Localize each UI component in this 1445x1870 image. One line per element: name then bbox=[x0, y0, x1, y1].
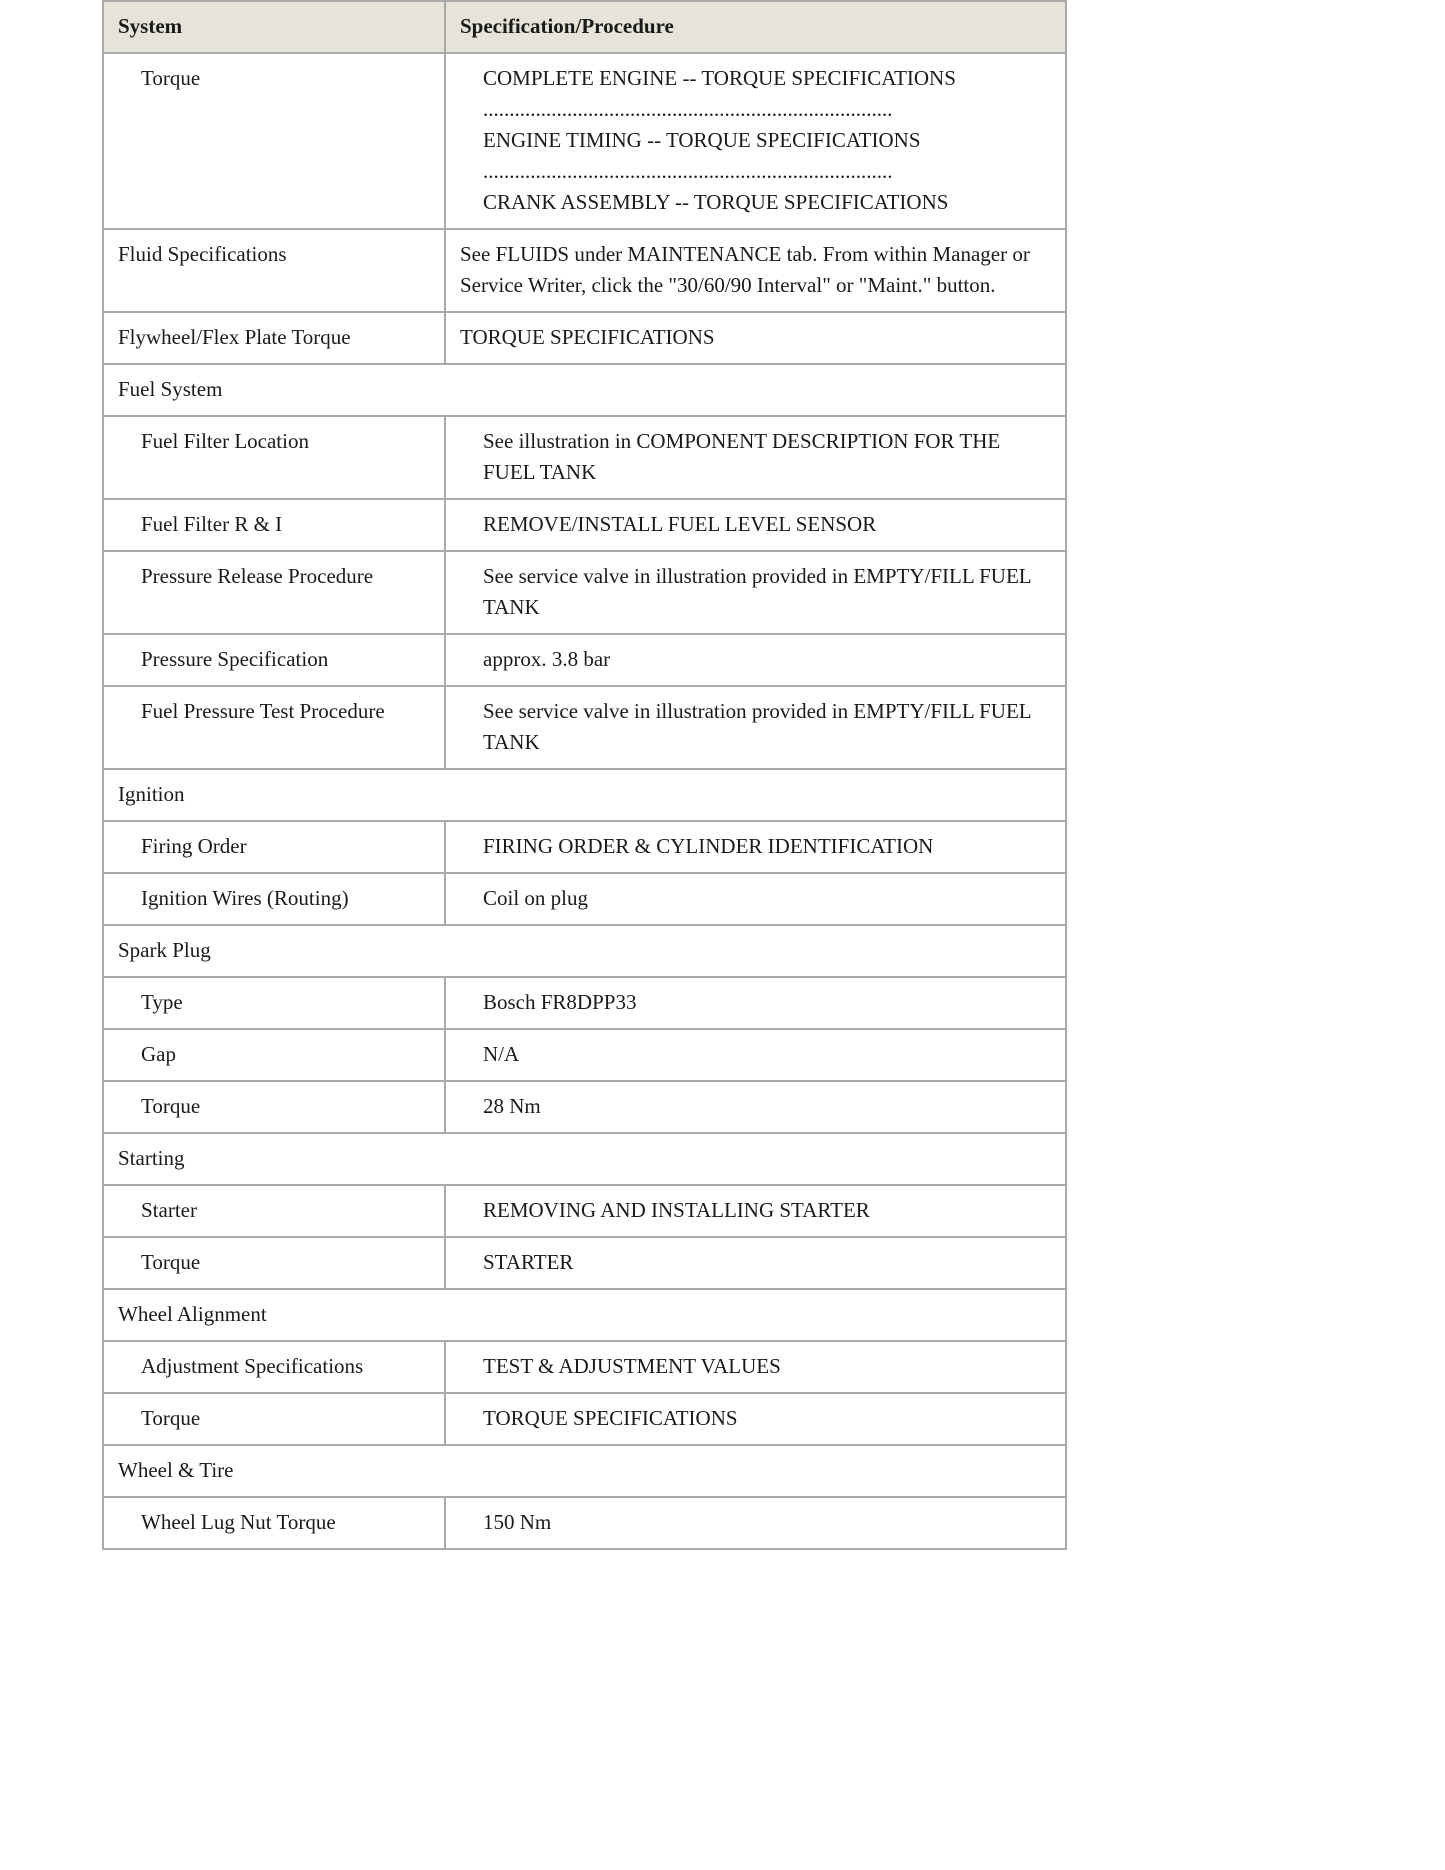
specification-text: REMOVE/INSTALL FUEL LEVEL SENSOR bbox=[483, 512, 877, 536]
table-body bbox=[103, 53, 1066, 1549]
table-row bbox=[103, 1237, 1066, 1289]
table-header-row bbox=[103, 1, 1066, 53]
system-cell: Type bbox=[103, 977, 445, 1029]
specification-text: TORQUE SPECIFICATIONS bbox=[483, 1406, 738, 1430]
dotted-leader: .............................................................................. bbox=[483, 159, 893, 183]
table-section-row bbox=[103, 769, 1066, 821]
table-row bbox=[103, 1341, 1066, 1393]
system-cell: Adjustment Specifications bbox=[103, 1341, 445, 1393]
table-row bbox=[103, 1497, 1066, 1549]
table-row bbox=[103, 873, 1066, 925]
specification-cell bbox=[445, 686, 1066, 769]
system-cell: Fluid Specifications bbox=[103, 229, 445, 312]
table-row bbox=[103, 1029, 1066, 1081]
table-row bbox=[103, 686, 1066, 769]
system-cell: Torque bbox=[103, 53, 445, 229]
specification-text: ENGINE TIMING -- TORQUE SPECIFICATIONS bbox=[483, 128, 921, 152]
table-section-row bbox=[103, 1289, 1066, 1341]
specification-cell bbox=[445, 1341, 1066, 1393]
system-cell: Wheel Lug Nut Torque bbox=[103, 1497, 445, 1549]
specification-text: See service valve in illustration provided in EMPTY/FILL FUEL TANK bbox=[483, 564, 1031, 619]
system-cell: Torque bbox=[103, 1237, 445, 1289]
specification-cell bbox=[445, 312, 1066, 364]
specification-cell bbox=[445, 977, 1066, 1029]
specification-text: TORQUE SPECIFICATIONS bbox=[460, 325, 715, 349]
specification-cell bbox=[445, 551, 1066, 634]
specification-cell bbox=[445, 499, 1066, 551]
dotted-leader: .............................................................................. bbox=[483, 97, 893, 121]
header-system: System bbox=[103, 1, 445, 53]
section-heading: Ignition bbox=[103, 769, 1066, 821]
table-row bbox=[103, 821, 1066, 873]
section-heading: Wheel & Tire bbox=[103, 1445, 1066, 1497]
specification-cell bbox=[445, 1393, 1066, 1445]
specification-text: See service valve in illustration provided in EMPTY/FILL FUEL TANK bbox=[483, 699, 1031, 754]
table-row bbox=[103, 551, 1066, 634]
table-row bbox=[103, 1185, 1066, 1237]
specification-text: See FLUIDS under MAINTENANCE tab. From within Manager or Service Writer, click the "30/60/90 Interval" or "Maint." button. bbox=[460, 242, 1030, 297]
system-cell: Fuel Filter Location bbox=[103, 416, 445, 499]
specification-cell bbox=[445, 821, 1066, 873]
specification-text: 28 Nm bbox=[483, 1094, 541, 1118]
table-row bbox=[103, 634, 1066, 686]
specification-text: Bosch FR8DPP33 bbox=[483, 990, 637, 1014]
specification-text: approx. 3.8 bar bbox=[483, 647, 611, 671]
specifications-table bbox=[102, 0, 1067, 1550]
specification-text: TEST & ADJUSTMENT VALUES bbox=[483, 1354, 781, 1378]
system-cell: Flywheel/Flex Plate Torque bbox=[103, 312, 445, 364]
section-heading: Fuel System bbox=[103, 364, 1066, 416]
system-cell: Firing Order bbox=[103, 821, 445, 873]
table-section-row bbox=[103, 1133, 1066, 1185]
specification-cell bbox=[445, 1081, 1066, 1133]
specification-text: CRANK ASSEMBLY -- TORQUE SPECIFICATIONS bbox=[483, 190, 949, 214]
specification-text: REMOVING AND INSTALLING STARTER bbox=[483, 1198, 870, 1222]
specification-text: N/A bbox=[483, 1042, 520, 1066]
specification-cell bbox=[445, 416, 1066, 499]
specification-cell bbox=[445, 53, 1066, 229]
specification-text: STARTER bbox=[483, 1250, 574, 1274]
table-row bbox=[103, 416, 1066, 499]
specification-cell bbox=[445, 873, 1066, 925]
system-cell: Torque bbox=[103, 1081, 445, 1133]
system-cell: Torque bbox=[103, 1393, 445, 1445]
table-row bbox=[103, 499, 1066, 551]
system-cell: Starter bbox=[103, 1185, 445, 1237]
header-specification: Specification/Procedure bbox=[445, 1, 1066, 53]
section-heading: Wheel Alignment bbox=[103, 1289, 1066, 1341]
system-cell: Gap bbox=[103, 1029, 445, 1081]
table-row bbox=[103, 977, 1066, 1029]
specification-text: FIRING ORDER & CYLINDER IDENTIFICATION bbox=[483, 834, 934, 858]
specification-cell bbox=[445, 1185, 1066, 1237]
system-cell: Pressure Release Procedure bbox=[103, 551, 445, 634]
table-row bbox=[103, 1081, 1066, 1133]
table-row bbox=[103, 1393, 1066, 1445]
specification-cell bbox=[445, 1029, 1066, 1081]
table-section-row bbox=[103, 364, 1066, 416]
table-section-row bbox=[103, 925, 1066, 977]
table-row bbox=[103, 229, 1066, 312]
system-cell: Pressure Specification bbox=[103, 634, 445, 686]
specification-cell bbox=[445, 634, 1066, 686]
table-row bbox=[103, 312, 1066, 364]
system-cell: Ignition Wires (Routing) bbox=[103, 873, 445, 925]
section-heading: Spark Plug bbox=[103, 925, 1066, 977]
table-row bbox=[103, 53, 1066, 229]
specification-cell bbox=[445, 1237, 1066, 1289]
specification-text: Coil on plug bbox=[483, 886, 589, 910]
section-heading: Starting bbox=[103, 1133, 1066, 1185]
specification-text: COMPLETE ENGINE -- TORQUE SPECIFICATIONS bbox=[483, 66, 956, 90]
specification-text: 150 Nm bbox=[483, 1510, 552, 1534]
table-section-row bbox=[103, 1445, 1066, 1497]
specification-text: See illustration in COMPONENT DESCRIPTION FOR THE FUEL TANK bbox=[483, 429, 1001, 484]
system-cell: Fuel Pressure Test Procedure bbox=[103, 686, 445, 769]
specification-cell bbox=[445, 1497, 1066, 1549]
specification-cell bbox=[445, 229, 1066, 312]
system-cell: Fuel Filter R & I bbox=[103, 499, 445, 551]
